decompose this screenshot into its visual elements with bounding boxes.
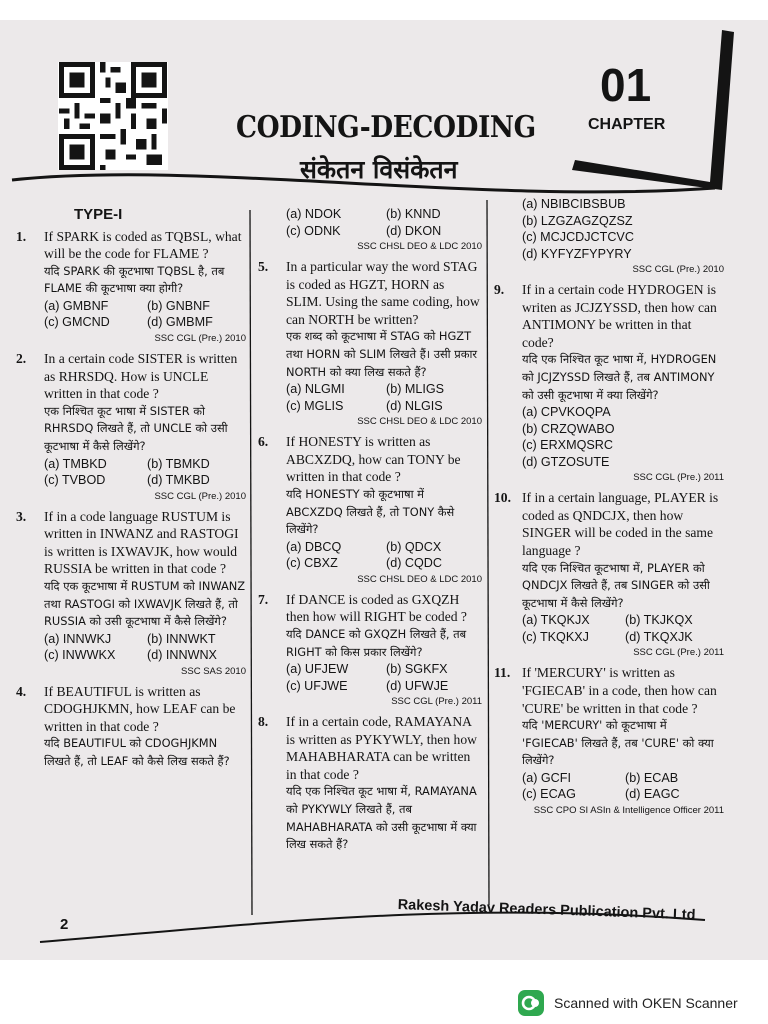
question-2 bbox=[14, 350, 246, 504]
option-c: (c) TVBOD bbox=[44, 473, 106, 488]
option-a: (a) TKQKJX bbox=[522, 613, 590, 628]
question-text-hindi: यदि SPARK की कूटभाषा TQBSL है, तब FLAME की कूटभाषा क्या होगी? bbox=[44, 263, 225, 296]
option-b: (b) SGKFX bbox=[386, 662, 448, 677]
option-b: (b) QDCX bbox=[386, 539, 442, 554]
exam-source: SSC CGL (Pre.) 2011 bbox=[633, 647, 724, 659]
option-a: (a) GMBNF bbox=[44, 298, 109, 313]
option-a: (a) UFJEW bbox=[286, 662, 349, 677]
exam-source: SSC CGL (Pre.) 2010 bbox=[154, 490, 246, 502]
option-d: (d) NLGIS bbox=[386, 398, 443, 413]
exam-source: SSC CGL (Pre.) 2011 bbox=[391, 696, 482, 708]
column-3 bbox=[492, 196, 724, 822]
exam-source: SSC CPO SI ASIn & Intelligence Officer 2011 bbox=[533, 804, 724, 816]
option-c: (c) GMCND bbox=[44, 315, 110, 330]
question-1 bbox=[14, 228, 246, 346]
question-text: If BEAUTIFUL is written as CDOGHJKMN, how LEAF can be written in that code ? bbox=[44, 683, 236, 734]
chapter-title: CODING-DECODING bbox=[236, 110, 536, 145]
exam-source: SSC CHSL DEO & LDC 2010 bbox=[357, 416, 482, 428]
option-b: (b) INNWKT bbox=[147, 631, 216, 646]
option-d: (d) CQDC bbox=[386, 556, 442, 571]
option-c: (c) CBXZ bbox=[286, 556, 338, 571]
question-number: 6. bbox=[258, 434, 269, 450]
exam-source: SSC CGL (Pre.) 2011 bbox=[633, 472, 724, 484]
option-a: (a) CPVKOQPA bbox=[522, 405, 611, 420]
option-d: (d) INNWNX bbox=[147, 648, 217, 663]
question-text: If in a certain code, RAMAYANA is written as PYKYWLY, then how MAHABHARATA can be written in that code ? bbox=[286, 714, 477, 782]
question-text: In a certain code SISTER is written as RHRSDQ. How is UNCLE written in that code ? bbox=[44, 350, 238, 402]
options bbox=[522, 612, 724, 645]
question-number: 1. bbox=[16, 228, 27, 244]
chapter-label: CHAPTER bbox=[588, 116, 666, 133]
publisher-name: Rakesh Yadav Readers Publication Pvt. Ltd bbox=[397, 897, 696, 924]
question-number: 5. bbox=[258, 259, 269, 274]
option-c: (c) ECAG bbox=[522, 787, 576, 802]
question-6 bbox=[256, 433, 482, 587]
chapter-title-hindi: संकेतन विसंकेतन bbox=[300, 155, 458, 184]
options bbox=[522, 770, 724, 803]
option-c: (c) MCJCDJCTCVC bbox=[522, 230, 634, 244]
exam-source: SSC CGL (Pre.) 2010 bbox=[632, 264, 724, 275]
option-a: (a) GCFI bbox=[522, 770, 571, 785]
option-a: (a) TMBKD bbox=[44, 456, 107, 471]
question-text-hindi: यदि DANCE को GXQZH लिखते हैं, तब RIGHT को किस प्रकार लिखेंगे? bbox=[286, 626, 467, 659]
question-text-hindi: यदि HONESTY को कूटभाषा में ABCXZDQ लिखते हैं, तो TONY कैसे लिखेंगे? bbox=[286, 486, 455, 537]
question-8-options bbox=[492, 196, 724, 277]
option-b: (b) ECAB bbox=[625, 770, 679, 785]
option-b: (b) KNND bbox=[386, 207, 441, 221]
option-d: (d) TMKBD bbox=[147, 473, 210, 488]
question-number: 9. bbox=[494, 282, 505, 297]
options bbox=[286, 206, 482, 239]
option-b: (b) TBMKD bbox=[147, 456, 210, 471]
scanner-watermark bbox=[518, 990, 738, 1016]
option-a: (a) NDOK bbox=[286, 207, 342, 221]
question-10 bbox=[492, 489, 724, 660]
question-text-hindi: यदि एक कूटभाषा में RUSTUM को INWANZ तथा RASTOGI को IXWAVJK लिखते हैं, तो RUSSIA को उसी कूटभाषा में कैसे लिखेंगे? bbox=[44, 578, 246, 629]
option-b: (b) TKJKQX bbox=[625, 613, 693, 628]
option-c: (c) TKQKXJ bbox=[522, 629, 589, 644]
option-c: (c) ERXMQSRC bbox=[522, 438, 613, 453]
option-d: (d) UFWJE bbox=[386, 678, 449, 693]
exam-source: SSC CHSL DEO & LDC 2010 bbox=[357, 241, 482, 252]
options bbox=[44, 631, 246, 664]
oken-scanner-icon bbox=[518, 990, 544, 1016]
question-5 bbox=[256, 258, 482, 429]
scanner-label: Scanned with OKEN Scanner bbox=[554, 995, 738, 1011]
question-text-hindi: यदि एक निश्चित कूट भाषा में, RAMAYANA को PYKYWLY लिखते हैं, तब MAHABHARATA को उसी कूटभाषा में क्या लिख सकते हैं? bbox=[286, 784, 477, 852]
question-text: In a particular way the word STAG is coded as HGZT, HORN as SLIM. Using the same coding, how can NORTH be written? bbox=[286, 259, 480, 327]
question-text: If SPARK is coded as TQBSL, what will be the code for FLAME ? bbox=[44, 228, 242, 262]
question-text: If DANCE is coded as GXQZH then how will RIGHT be coded ? bbox=[286, 591, 467, 625]
option-b: (b) LZGZAGZQZSZ bbox=[522, 213, 633, 228]
question-text: If in a certain language, PLAYER is coded as QNDCJX, then how SINGER will be coded in the same language ? bbox=[522, 490, 719, 558]
option-a: (a) INNWKJ bbox=[44, 631, 112, 646]
options bbox=[44, 298, 246, 331]
option-b: (b) GNBNF bbox=[147, 298, 210, 313]
options bbox=[44, 456, 246, 489]
option-d: (d) EAGC bbox=[625, 787, 680, 802]
exam-source: SSC CGL (Pre.) 2010 bbox=[154, 332, 246, 344]
exam-source: SSC SAS 2010 bbox=[181, 665, 246, 677]
option-a: (a) DBCQ bbox=[286, 539, 342, 554]
question-text-hindi: एक निश्चित कूट भाषा में SISTER को RHRSDQ लिखते हैं, तो UNCLE को उसी कूटभाषा में कैसे लिखेंगे? bbox=[44, 403, 228, 453]
option-c: (c) ODNK bbox=[286, 223, 341, 238]
question-4-options bbox=[256, 206, 482, 254]
option-d: (d) GMBMF bbox=[147, 315, 213, 330]
question-4 bbox=[14, 683, 246, 771]
question-number: 7. bbox=[258, 591, 269, 607]
question-3 bbox=[14, 508, 246, 679]
chapter-number: 01 bbox=[600, 59, 652, 111]
question-number: 10. bbox=[494, 490, 511, 506]
option-d: (d) GTZOSUTE bbox=[522, 454, 610, 469]
options bbox=[286, 539, 482, 572]
question-text-hindi: एक शब्द को कूटभाषा में STAG को HGZT तथा HORN को SLIM लिखते हैं। उसी प्रकार NORTH को क्या लिख सकते हैं? bbox=[286, 329, 478, 379]
question-text-hindi: यदि एक निश्चित कूटभाषा में, PLAYER को QNDCJX लिखते हैं, तब SINGER को उसी कूटभाषा में कैसे लिखेंगे? bbox=[522, 560, 710, 610]
exam-source: SSC CHSL DEO & LDC 2010 bbox=[357, 573, 482, 585]
question-9 bbox=[492, 281, 724, 485]
question-number: 3. bbox=[16, 508, 27, 524]
option-c: (c) UFJWE bbox=[286, 678, 348, 693]
options bbox=[286, 381, 482, 414]
option-b: (b) CRZQWABO bbox=[522, 421, 615, 436]
option-c: (c) MGLIS bbox=[286, 398, 344, 413]
option-a: (a) NLGMI bbox=[286, 382, 345, 397]
column-1 bbox=[14, 206, 246, 774]
options bbox=[522, 404, 724, 470]
question-number: 2. bbox=[16, 350, 27, 366]
section-type-heading: TYPE-I bbox=[74, 206, 123, 223]
option-d: (d) DKON bbox=[386, 223, 442, 238]
question-7 bbox=[256, 591, 482, 709]
question-text: If in a code language RUSTUM is written in INWANZ and RASTOGI is written is IXWAVJK, how would RUSSIA be written in that code ? bbox=[44, 508, 239, 577]
option-a: (a) NBIBCIBSBUB bbox=[522, 197, 626, 211]
question-number: 4. bbox=[16, 683, 27, 699]
question-text: If HONESTY is written as ABCXZDQ, how can TONY be written in that code ? bbox=[286, 434, 461, 485]
question-8 bbox=[256, 713, 482, 854]
options bbox=[522, 196, 724, 262]
question-text-hindi: यदि 'MERCURY' को कूटभाषा में 'FGIECAB' लिखते हैं, तब 'CURE' को क्या लिखेंगे? bbox=[522, 718, 714, 768]
page-number: 2 bbox=[60, 916, 69, 933]
option-d: (d) KYFYZFYPYRY bbox=[522, 246, 632, 261]
question-text-hindi: यदि एक निश्चित कूट भाषा में, HYDROGEN को JCJZYSSD लिखते हैं, तब ANTIMONY को उसी कूटभाषा में क्या लिखेंगे? bbox=[522, 352, 717, 402]
question-text: If 'MERCURY' is written as 'FGIECAB' in a code, then how can 'CURE' be written in that code ? bbox=[522, 665, 717, 716]
question-number: 11. bbox=[494, 665, 511, 681]
question-text: If in a certain code HYDROGEN is writen as JCJZYSSD, then how can ANTIMONY be written in that code? bbox=[522, 282, 717, 350]
option-c: (c) INWWKX bbox=[44, 648, 116, 663]
qr-code bbox=[58, 62, 168, 170]
column-2 bbox=[256, 206, 482, 857]
question-number: 8. bbox=[258, 714, 269, 730]
option-b: (b) MLIGS bbox=[386, 382, 445, 397]
question-text-hindi: यदि BEAUTIFUL को CDOGHJKMN लिखते हैं, तो LEAF को कैसे लिख सकते हैं? bbox=[44, 736, 230, 769]
options bbox=[286, 661, 482, 694]
option-d: (d) TKQXJK bbox=[625, 629, 693, 644]
question-11 bbox=[492, 664, 724, 818]
